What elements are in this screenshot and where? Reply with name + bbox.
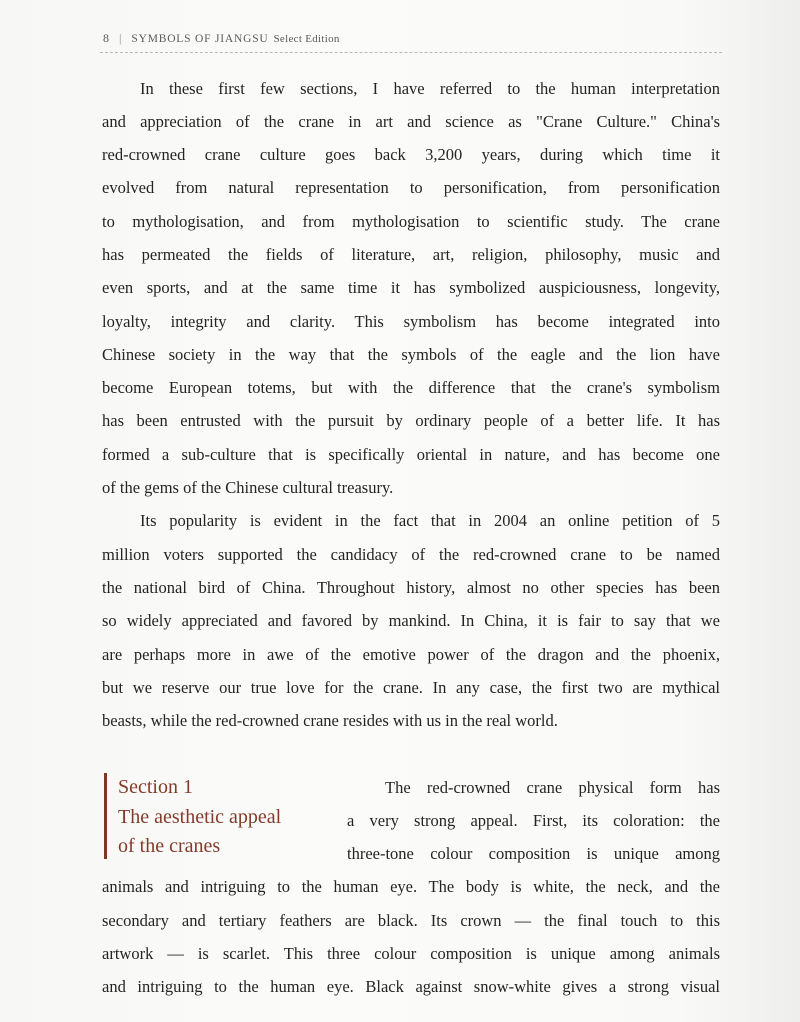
header-rule — [100, 52, 722, 53]
body-text — [102, 72, 720, 738]
text-line: to mythologisation, and from mythologisation to scientific study. The crane — [102, 211, 720, 231]
text-line: evolved from natural representation to personification, from personification — [102, 178, 720, 198]
text-line: are perhaps more in awe of the emotive power of the dragon and the phoenix, — [102, 644, 720, 664]
text-line: has been entrusted with the pursuit by ordinary people of a better life. It has — [102, 411, 720, 431]
section-side-text — [347, 771, 720, 871]
text-line: animals and intriguing to the human eye. The body is white, the neck, and the — [102, 877, 720, 897]
running-header — [103, 30, 340, 47]
text-line: red-crowned crane culture goes back 3,200 years, during which time it — [102, 145, 720, 165]
header-separator: | — [119, 31, 122, 45]
text-line: In these first few sections, I have referred to the human interpretation — [140, 78, 720, 98]
text-line: three-tone colour composition is unique among — [347, 844, 720, 864]
section-title-line: The aesthetic appeal — [118, 805, 282, 828]
text-line: million voters supported the candidacy of the red-crowned crane to be named — [102, 544, 720, 564]
text-line: Chinese society in the way that the symbols of the eagle and the lion have — [102, 344, 720, 364]
text-line: artwork — is scarlet. This three colour composition is unique among animals — [102, 943, 720, 963]
heading-accent-bar — [104, 773, 107, 859]
section-title — [118, 773, 281, 862]
series-title: SYMBOLS OF JIANGSU — [131, 33, 269, 45]
text-line: Its popularity is evident in the fact that in 2004 an online petition of 5 — [140, 511, 720, 531]
paragraph — [102, 504, 720, 737]
text-line: even sports, and at the same time it has symbolized auspiciousness, longevity, — [102, 278, 720, 298]
section-heading — [102, 771, 347, 871]
section-number: Section 1 — [118, 776, 193, 798]
text-line: of the gems of the Chinese cultural treasury. — [102, 478, 394, 498]
text-line: the national bird of China. Throughout history, almost no other species has been — [102, 577, 720, 597]
text-line: loyalty, integrity and clarity. This symbolism has become integrated into — [102, 311, 720, 331]
text-line: has permeated the fields of literature, art, religion, philosophy, music and — [102, 244, 720, 264]
paragraph — [102, 72, 720, 505]
text-line: become European totems, but with the difference that the crane's symbolism — [102, 378, 720, 398]
section-body — [102, 870, 720, 1003]
page-number: 8 — [103, 31, 109, 45]
text-line: so widely appreciated and favored by mankind. In China, it is fair to say that we — [102, 611, 720, 631]
text-line: beasts, while the red-crowned crane resides with us in the real world. — [102, 711, 558, 731]
text-line: but we reserve our true love for the crane. In any case, the first two are mythical — [102, 677, 720, 697]
text-line: a very strong appeal. First, its coloration: the — [347, 810, 720, 830]
text-line: and appreciation of the crane in art and science as "Crane Culture." China's — [102, 111, 720, 131]
edition-label: Select Edition — [273, 33, 340, 45]
text-line: secondary and tertiary feathers are black. Its crown — the final touch to this — [102, 910, 720, 930]
text-line: and intriguing to the human eye. Black against snow-white gives a strong visual — [102, 977, 720, 997]
text-line: formed a sub-culture that is specifically oriental in nature, and has become one — [102, 444, 720, 464]
text-line: The red-crowned crane physical form has — [385, 777, 720, 797]
section-1 — [102, 771, 720, 1004]
section-opening — [102, 771, 720, 871]
section-title-line: of the cranes — [118, 835, 221, 857]
